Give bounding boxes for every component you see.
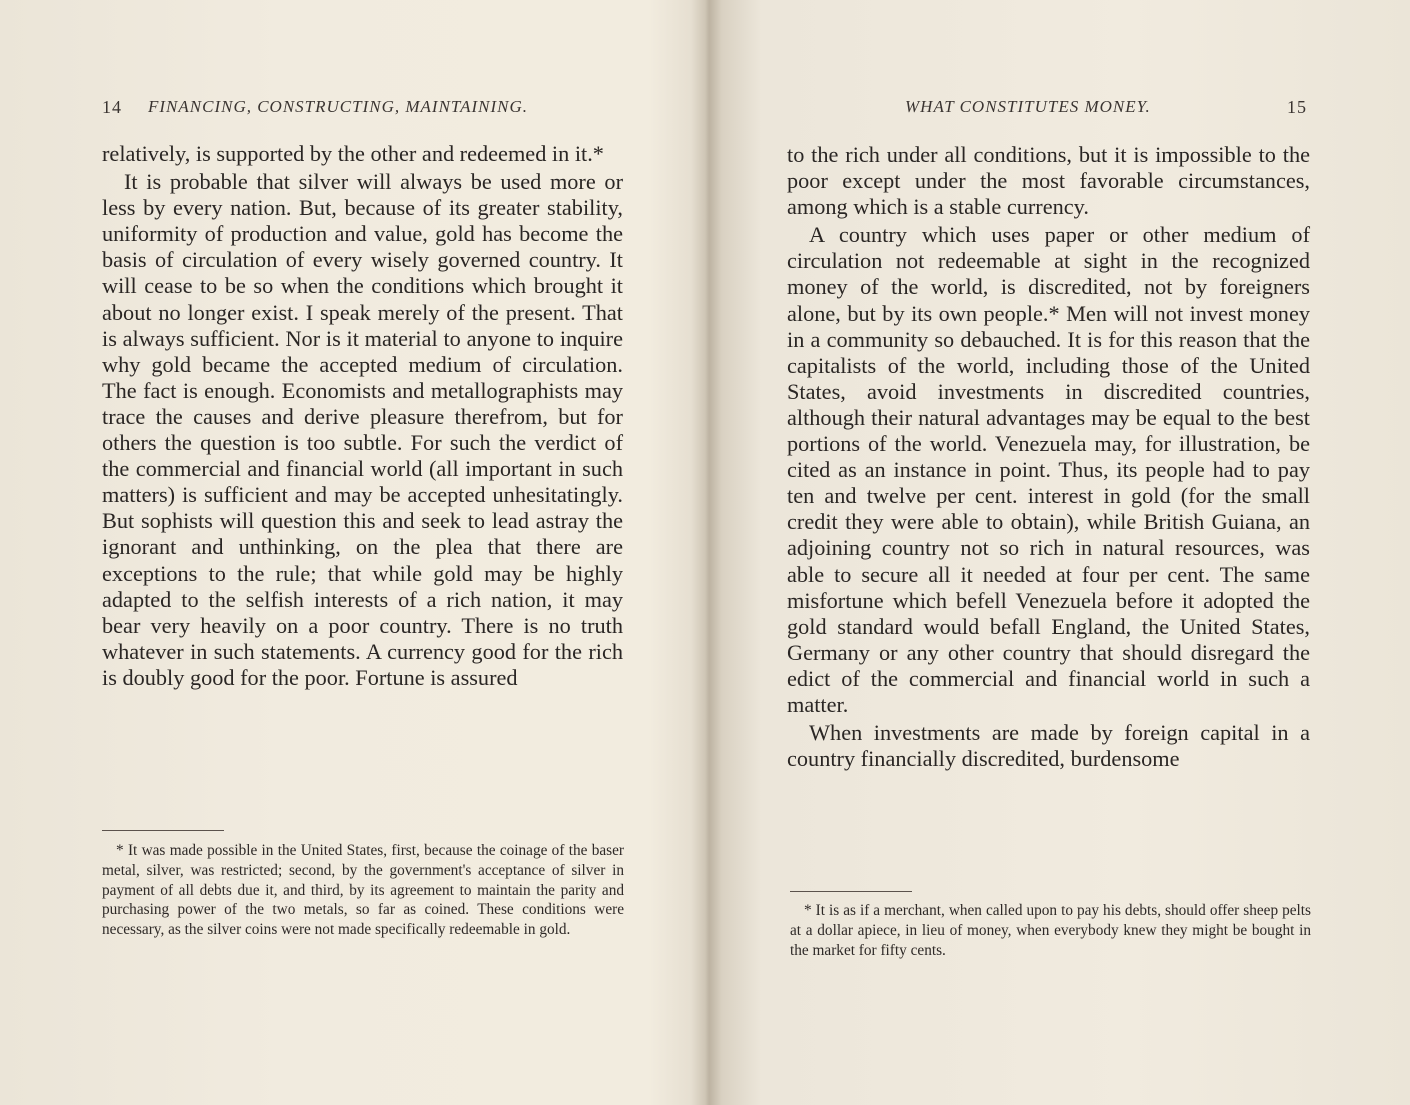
right-footnote-rule [790, 891, 912, 892]
left-paragraph-2: It is probable that silver will always be used more or less by every nation. But, because of its greater stability, uniformity of production and value, gold has become the basis of circulation of every wisely governed country. It will cease to be so when the conditions which brought it about no longer exist. I speak merely of the present. That is always sufficient. Nor is it material to anyone to inquire why gold became the accepted medium of circulation. The fact is enough. Economists and metallographists may trace the causes and derive pleasure therefrom, but for others the question is too subtle. For such the verdict of the commercial and financial world (all important in such matters) is sufficient and may be accepted unhesitatingly. But sophists will question this and seek to lead astray the ignorant and unthinking, on the plea that there are exceptions to the rule; that while gold may be highly adapted to the selfish interests of a rich nation, it may bear very heavily on a poor country. There is no truth whatever in such statements. A currency good for the rich is doubly good for the poor. Fortune is assured [102, 169, 623, 690]
left-footnote [102, 841, 624, 940]
right-footnote [790, 901, 1311, 960]
right-paragraph-2: A country which uses paper or other medium of circulation not redeemable at sight in the recognized money of the world, is discredited, not by foreigners alone, but by its own people.* Men will not invest money in a community so debauched. It is for this reason that the capitalists of the world, including those of the United States, avoid investments in discredited countries, although their natural advantages may be equal to the best portions of the world. Venezuela may, for illustration, be cited as an instance in point. Thus, its people had to pay ten and twelve per cent. interest in gold (for the small credit they were able to obtain), while British Guiana, an adjoining country not so rich in natural resources, was able to secure all it needed at four per cent. The same misfortune which befell Venezuela before it adopted the gold standard would befall England, the United States, Germany or any other country that should disregard the edict of the commercial and financial world in such a matter. [787, 222, 1310, 717]
left-body-text [102, 141, 623, 691]
right-paragraph-3: When investments are made by foreign capital in a country financially discredited, burdensome [787, 720, 1310, 772]
left-footnote-rule [102, 830, 224, 831]
left-page [0, 0, 700, 1105]
right-body-text [787, 142, 1310, 772]
left-running-title: FINANCING, CONSTRUCTING, MAINTAINING. [148, 97, 529, 116]
left-paragraph-1: relatively, is supported by the other and redeemed in it.* [102, 141, 604, 166]
right-running-head [905, 97, 1307, 123]
right-page-number: 15 [1287, 97, 1307, 117]
left-page-number: 14 [102, 97, 122, 117]
right-page [710, 0, 1410, 1105]
right-paragraph-1: to the rich under all conditions, but it is impossible to the poor except under the most favorable circumstances, among which is a stable currency. [787, 142, 1310, 220]
right-running-title: WHAT CONSTITUTES MONEY. [905, 97, 1151, 116]
right-footnote-text: * It is as if a merchant, when called upon to pay his debts, should offer sheep pelts at a dollar apiece, in lieu of money, when everybody knew they might be bought in the market for fifty cents. [790, 902, 1311, 959]
left-running-head [102, 97, 622, 123]
left-footnote-text: * It was made possible in the United States, first, because the coinage of the baser metal, silver, was restricted; second, by the government's acceptance of silver in payment of all debts due it, and third, by its agreement to maintain the parity and purchasing power of the two metals, so far as coined. These conditions were necessary, as the silver coins were not made specifically redeemable in gold. [102, 842, 624, 939]
